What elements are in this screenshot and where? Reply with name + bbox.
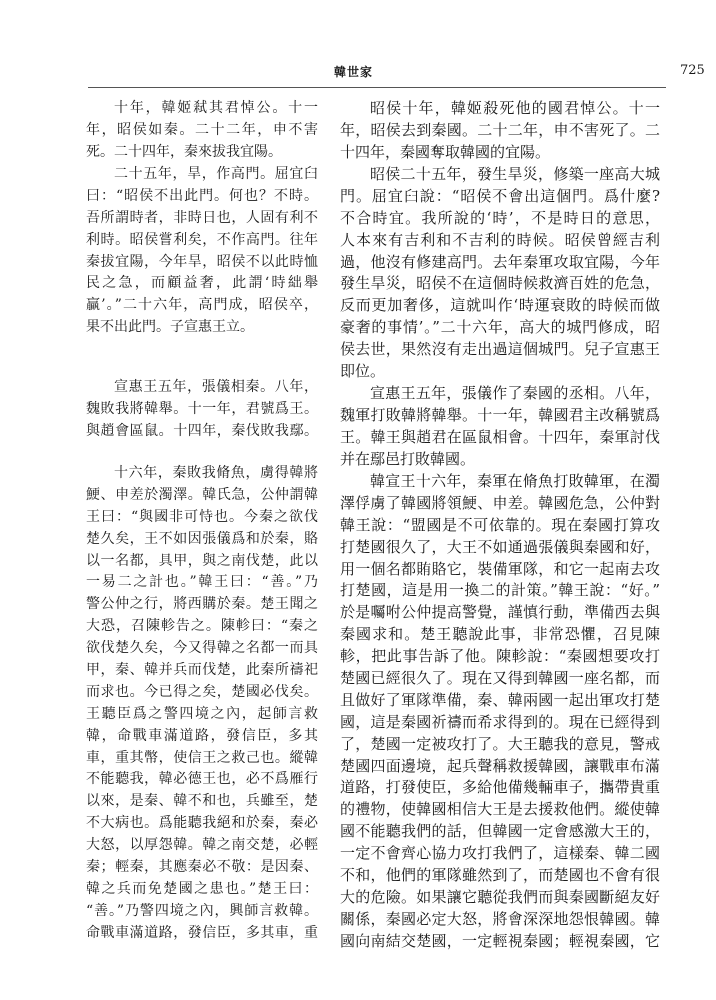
text-line: 魏敗我將韓舉。十一年，君號爲王。: [86, 400, 318, 417]
text-line: 魏軍打敗韓將韓舉。十一年，韓國君主改稱號爲: [340, 405, 660, 424]
text-line: 韓宣王十六年，秦軍在脩魚打敗韓軍，在濁: [370, 472, 660, 490]
text-line: 十六年，秦敗我脩魚，虜得韓將: [114, 465, 318, 481]
text-line: 與趙會區鼠。十四年，秦伐敗我鄢。: [86, 422, 318, 439]
text-line: 秦；輕秦，其應秦必不敬：是因秦、: [86, 859, 318, 876]
text-line: 國向南結交楚國，一定輕視秦國；輕視秦國，它: [340, 931, 660, 950]
text-line: 宣惠王五年，張儀相秦。八年，: [114, 379, 318, 395]
page-number: 725: [680, 63, 705, 78]
text-line: 宣惠王五年，張儀作了秦國的丞相。八年，: [370, 384, 660, 402]
text-line: 不和，他們的軍隊雖然到了，而楚國也不會有很: [340, 866, 660, 885]
text-line: 過，他沒有修建高門。去年秦軍攻取宜陽，今年: [340, 252, 660, 271]
text-line: “善。”乃警四境之內，興師言救韓。: [86, 902, 318, 919]
paragraph: [86, 98, 318, 164]
text-line: 果不出此門。子宣惠王立。: [86, 319, 254, 336]
paragraph: [86, 164, 318, 339]
text-line: 韓王說：“盟國是不可依靠的。現在秦國打算攻: [340, 515, 660, 534]
text-line: 人本來有吉利和不吉利的時候。昭侯曾經吉利: [340, 230, 660, 249]
text-line: 王曰：“與國非可恃也。今秦之欲伐: [86, 508, 318, 525]
text-line: 利時。昭侯嘗利矣，不作高門。往年: [86, 231, 318, 248]
text-line: 昭侯二十五年，發生旱災，修築一座高大城: [370, 165, 660, 183]
text-line: 不合時宜。我所說的‘時’，不是時日的意思，: [340, 208, 660, 227]
text-line: 門。屈宜臼說：“昭侯不會出這個門。爲什麼?: [340, 186, 660, 205]
text-line: 十四年，秦國奪取韓國的宜陽。: [340, 142, 551, 161]
paragraph: [86, 377, 318, 443]
text-line: 一易二之計也。”韓王曰：“善。”乃: [86, 574, 318, 591]
text-line: 侯去世，果然沒有走出過這個城門。兒子宣惠王: [340, 340, 660, 359]
text-line: 於是囑咐公仲提高警覺，謹慎行動，準備西去與: [340, 603, 660, 622]
text-line: 韓，命戰車滿道路，發信臣，多其: [86, 727, 318, 744]
text-line: 贏’。”二十六年，高門成，昭侯卒，: [86, 297, 318, 314]
text-line: 楚國已經很久了。現在又得到韓國一座名都，而: [340, 669, 660, 688]
text-line: 甲，秦、韓并兵而伐楚，此秦所禱祀: [86, 662, 318, 679]
text-line: 王聽臣爲之警四境之內，起師言救: [86, 705, 318, 722]
text-line: 十年，韓姬弒其君悼公。十一: [114, 100, 318, 116]
text-line: 一定不會齊心協力攻打我們了，這樣秦、韓二國: [340, 844, 660, 863]
text-line: 大恐，召陳軫告之。陳軫曰：“秦之: [86, 618, 318, 635]
text-line: 秦拔宜陽，今年旱，昭侯不以此時恤: [86, 253, 318, 270]
paragraph: [340, 471, 660, 953]
text-line: 不能聽我，韓必德王也，必不爲雁行: [86, 771, 318, 788]
text-line: 不大病也。爲能聽我絕和於秦，秦必: [86, 815, 318, 832]
paragraph: [340, 383, 660, 471]
text-line: 韓之兵而免楚國之患也。”楚王曰：: [86, 880, 318, 897]
text-line: 以一名都，具甲，與之南伐楚，此以: [86, 552, 318, 569]
text-line: 打楚國很久了，大王不如通過張儀與秦國和好，: [340, 537, 660, 556]
text-line: 以來，是秦、韓不和也，兵雖至，楚: [86, 793, 318, 810]
text-line: 二十五年，旱，作高門。屈宜臼: [114, 166, 318, 182]
text-line: 即位。: [340, 362, 386, 381]
text-line: 王。韓王與趙君在區鼠相會。十四年，秦軍討伐: [340, 427, 660, 446]
paragraph: [340, 164, 660, 383]
text-line: 曰：“昭侯不出此門。何也？不時。: [86, 187, 318, 204]
text-line: 車，重其幣，使信王之救己也。縱韓: [86, 749, 318, 766]
text-line: 并在鄢邑打敗韓國。: [340, 449, 476, 468]
text-line: 年，昭侯去到秦國。二十二年，申不害死了。二: [340, 120, 660, 139]
running-title: 韓世家: [334, 65, 374, 79]
text-line: 且做好了軍隊準備，秦、韓兩國一起出軍攻打楚: [340, 690, 660, 709]
text-line: 反而更加奢侈，這就叫作‘時運衰敗的時候而做: [340, 296, 660, 315]
paragraph: [86, 463, 318, 945]
text-line: 鯁、申差於濁澤。韓氏急，公仲謂韓: [86, 486, 318, 503]
text-line: 楚國四面邊境，起兵聲稱救援韓國，讓戰車布滿: [340, 756, 660, 775]
text-line: 大的危險。如果讓它聽從我們而與秦國斷絕友好: [340, 887, 660, 906]
text-line: 道路，打發使臣，多給他備幾輛車子，攜帶貴重: [340, 778, 660, 797]
text-line: 欲伐楚久矣，今又得韓之名都一而具: [86, 640, 318, 657]
text-line: 國不能聽我們的話，但韓國一定會感激大王的，: [340, 822, 660, 841]
header-rule: [88, 87, 666, 88]
text-line: 吾所謂時者，非時日也，人固有利不: [86, 209, 318, 226]
text-line: 豪奢的事情’。”二十六年，高大的城門修成，昭: [340, 318, 660, 337]
text-line: 年，昭侯如秦。二十二年，申不害: [86, 121, 318, 138]
text-line: 命戰車滿道路，發信臣，多其車，重: [86, 924, 318, 941]
text-line: 關係，秦國必定大怒，將會深深地怨恨韓國。韓: [340, 909, 660, 928]
text-line: 發生旱災，昭侯不在這個時候救濟百姓的危急，: [340, 274, 660, 293]
text-line: 國，這是秦國祈禱而希求得到的。現在已經得到: [340, 712, 660, 731]
text-line: 昭侯十年，韓姬殺死他的國君悼公。十一: [370, 99, 660, 117]
text-line: 澤俘虜了韓國將領鯁、申差。韓國危急，公仲對: [340, 493, 660, 512]
text-line: 了，楚國一定被攻打了。大王聽我的意見，警戒: [340, 734, 660, 753]
text-line: 的禮物，使韓國相信大王是去援救他們。縱使韓: [340, 800, 660, 819]
text-line: 用一個名都賄賂它，裝備軍隊，和它一起南去攻: [340, 559, 660, 578]
text-line: 軫，把此事告訴了他。陳軫說：“秦國想要攻打: [340, 647, 660, 666]
text-line: 死。二十四年，秦來拔我宜陽。: [86, 143, 282, 160]
text-line: 大怒，以厚怨韓。韓之南交楚，必輕: [86, 837, 318, 854]
text-line: 民之急，而顧益奢，此謂‘時絀舉: [86, 275, 318, 292]
text-line: 楚久矣，王不如因張儀爲和於秦，賂: [86, 530, 318, 547]
paragraph: [340, 98, 660, 164]
text-line: 而求也。今已得之矣，楚國必伐矣。: [86, 683, 318, 700]
text-line: 打楚國，這是用一換二的計策。”韓王說：“好。”: [340, 581, 660, 600]
text-line: 警公仲之行，將西購於秦。楚王聞之: [86, 596, 318, 613]
text-line: 秦國求和。楚王聽說此事，非常恐懼，召見陳: [340, 625, 660, 644]
